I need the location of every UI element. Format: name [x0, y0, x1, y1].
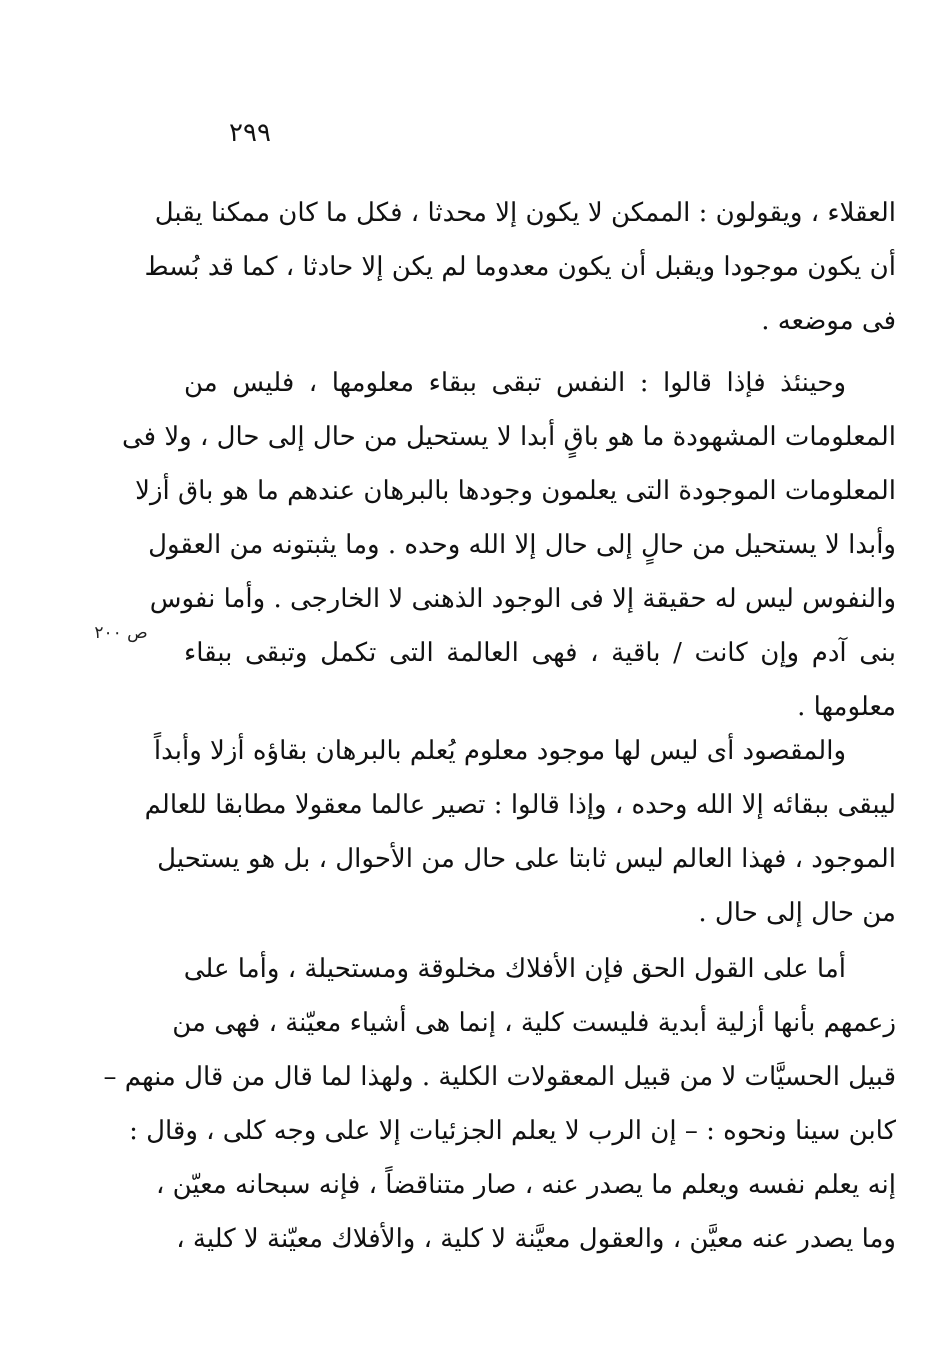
text-line: المعلومات المشهودة ما هو باقٍ أبدا لا يستحيل من حال إلى حال ، ولا فى	[121, 422, 896, 452]
text-line: بنى آدم وإن كانت / باقية ، فهى العالمة التى تكمل وتبقى ببقاء	[184, 638, 896, 668]
margin-page-reference: ص ٢٠٠	[94, 623, 148, 643]
text-line: العقلاء ، ويقولون : الممكن لا يكون إلا محدثا ، فكل ما كان ممكنا يقبل	[154, 198, 896, 228]
text-line: معلومها .	[797, 692, 896, 722]
text-line: كابن سينا ونحوه : – إن الرب لا يعلم الجزئيات إلا على وجه كلى ، وقال :	[129, 1116, 896, 1146]
paragraph-4	[103, 942, 896, 1266]
text-line: والنفوس ليس له حقيقة إلا فى الوجود الذهنى لا الخارجى . وأما نفوس	[149, 584, 896, 614]
text-line: أن يكون موجودا ويقبل أن يكون معدوما لم يكن إلا حادثا ، كما قد بُسط	[144, 252, 896, 282]
paragraph-1	[144, 186, 896, 348]
text-line: قبيل الحسيَّات لا من قبيل المعقولات الكلية . ولهذا لما قال من قال منهم –	[103, 1062, 896, 1092]
text-line: ليبقى ببقائه إلا الله وحده ، وإذا قالوا : تصير عالما معقولا مطابقا للعالم	[144, 790, 896, 820]
text-line: الموجود ، فهذا العالم ليس ثابتا على حال من الأحوال ، بل هو يستحيل	[157, 844, 896, 874]
text-line: وما يصدر عنه معيَّن ، والعقول معيَّنة لا كلية ، والأفلاك معيّنة لا كلية ،	[176, 1224, 896, 1254]
text-line: إنه يعلم نفسه ويعلم ما يصدر عنه ، صار متناقضاً ، فإنه سبحانه معيّن ،	[155, 1170, 896, 1200]
text-line: وحينئذ فإذا قالوا : النفس تبقى ببقاء معلومها ، فليس من	[184, 368, 846, 398]
text-line: أما على القول الحق فإن الأفلاك مخلوقة ومستحيلة ، وأما على	[183, 954, 846, 984]
text-line: وأبدا لا يستحيل من حالٍ إلى حال إلا الله وحده . وما يثبتونه من العقول	[148, 530, 896, 560]
text-line: زعمهم بأنها أزلية أبدية فليست كلية ، إنما هى أشياء معيّنة ، فهى من	[172, 1008, 896, 1038]
text-line: فى موضعه .	[761, 306, 896, 336]
text-line: المعلومات الموجودة التى يعلمون وجودها بالبرهان عندهم ما هو باق أزلا	[135, 476, 896, 506]
text-line: من حال إلى حال .	[698, 898, 896, 928]
paragraph-3	[144, 724, 896, 940]
text-line: والمقصود أى ليس لها موجود معلوم يُعلم بالبرهان بقاؤه أزلا وأبداً	[153, 736, 846, 766]
page-number: ٢٩٩	[229, 118, 271, 148]
